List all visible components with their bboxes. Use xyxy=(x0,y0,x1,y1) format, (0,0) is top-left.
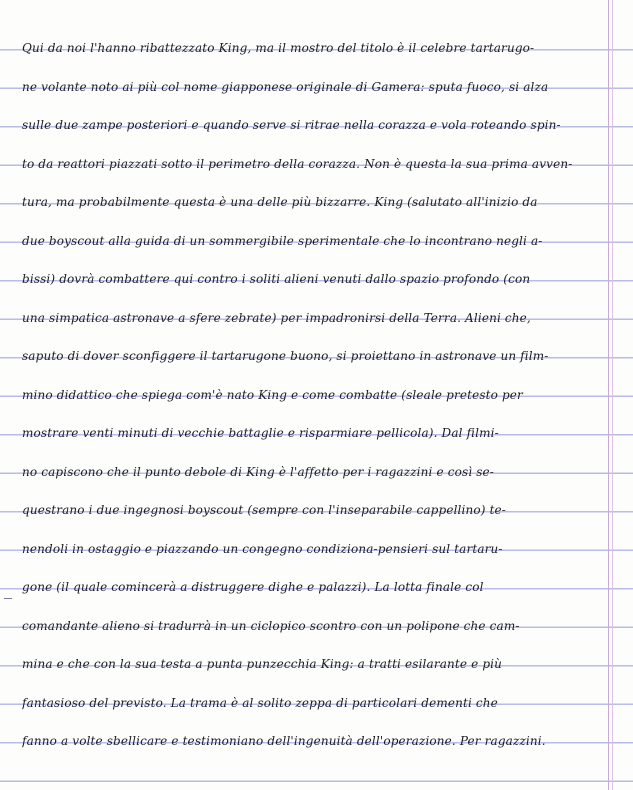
text-line: una simpatica astronave a sfere zebrate) per impadronirsi della Terra. Alieni che, xyxy=(22,310,531,325)
text-line: no capiscono che il punto debole di King è l'affetto per i ragazzini e così se- xyxy=(22,464,494,479)
text-line: questrano i due ingegnosi boyscout (sempre con l'inseparabile cappellino) te- xyxy=(22,503,507,517)
text-line: mina e che con la sua testa a punta punzecchia King: a tratti esilarante e più xyxy=(22,657,503,671)
text-line: tura, ma probabilmente questa è una delle più bizzarre. King (salutato all'inizio da xyxy=(22,195,538,209)
text-line: nendoli in ostaggio e piazzando un congegno condiziona-pensieri sul tartaru- xyxy=(22,541,503,556)
text-line: ne volante noto ai più col nome giapponese originale di Gamera: sputa fuoco, si alza xyxy=(22,79,549,94)
handwritten-text xyxy=(22,29,612,761)
text-line: mostrare venti minuti di vecchie battaglie e risparmiare pellicola). Dal filmi- xyxy=(22,426,499,440)
text-line: gone (il quale comincerà a distruggere dighe e palazzi). La lotta finale col xyxy=(22,580,484,594)
text-line: sulle due zampe posteriori e quando serve si ritrae nella corazza e vola roteando spin- xyxy=(22,118,561,132)
text-line: fanno a volte sbellicare e testimoniano dell'ingenuità dell'operazione. Per ragazzini. xyxy=(22,734,546,748)
text-line: saputo di dover sconfiggere il tartarugone buono, si proiettano in astronave un film- xyxy=(22,349,549,363)
text-line: due boyscout alla guida di un sommergibile sperimentale che lo incontrano negli a- xyxy=(22,233,543,248)
margin-line-inner xyxy=(612,0,613,790)
page-mark xyxy=(4,598,12,599)
text-line: fantasioso del previsto. La trama è al solito zeppa di particolari dementi che xyxy=(22,695,498,710)
text-line: Qui da noi l'hanno ribattezzato King, ma il mostro del titolo è il celebre tartarugo- xyxy=(22,41,535,55)
text-line: mino didattico che spiega com'è nato King e come combatte (sleale pretesto per xyxy=(22,387,523,402)
text-line: bissi) dovrà combattere qui contro i soliti alieni venuti dallo spazio profondo (con xyxy=(22,272,531,286)
text-line: to da reattori piazzati sotto il perimetro della corazza. Non è questa la sua prima avven- xyxy=(22,156,573,171)
text-line: comandante alieno si tradurrà in un ciclopico scontro con un polipone che cam- xyxy=(22,618,520,633)
